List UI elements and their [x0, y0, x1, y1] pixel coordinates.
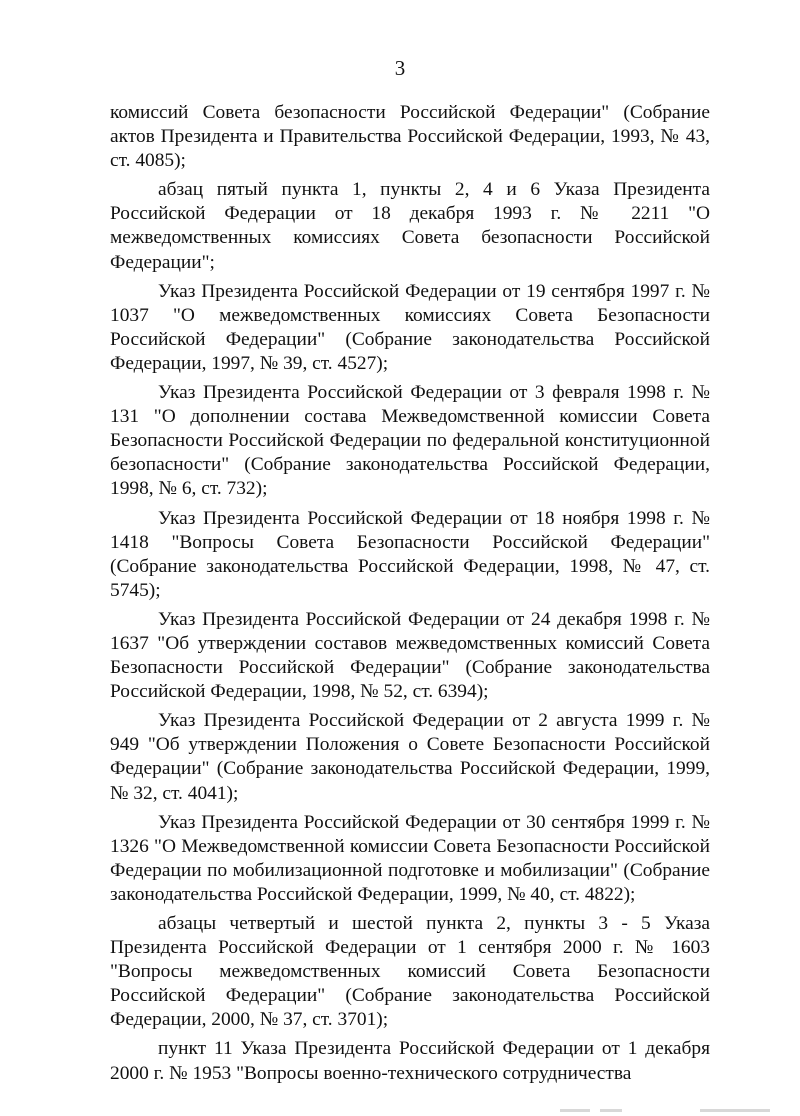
paragraph: Указ Президента Российской Федерации от 19 сентября 1997 г. № 1037 "О межведомственных комиссиях Совета Безопасности Российской Федерации" (Собрание законодательства Российской Федерации, 1997, № 39, ст. 4527); — [110, 280, 710, 374]
page-number: 3 — [394, 56, 406, 80]
document-body — [110, 101, 710, 1091]
paragraph: Указ Президента Российской Федерации от 3 февраля 1998 г. № 131 "О дополнении состава Межведомственной комиссии Совета Безопасности Российской Федерации по федеральной конституционной безопасности" (Собрание законодательства Российской Федерации, 1998, № 6, ст. 732); — [110, 382, 710, 500]
paragraph: Указ Президента Российской Федерации от 18 ноября 1998 г. № 1418 "Вопросы Совета Безопасности Российской Федерации" (Собрание законодательства Российской Федерации, 1998, № 47, ст. 5745); — [110, 507, 710, 601]
paragraph: Указ Президента Российской Федерации от 30 сентября 1999 г. № 1326 "О Межведомственной комиссии Совета Безопасности Российской Федерации по мобилизационной подготовке и мобилизации" (Собрание законодательства Российской Федерации, 1999, № 40, ст. 4822); — [110, 811, 710, 905]
paragraph: абзацы четвертый и шестой пункта 2, пункты 3 - 5 Указа Президента Российской Федерации от 1 сентября 2000 г. № 1603 "Вопросы межведомственных комиссий Совета Безопасности Российской Федерации" (Собрание законодательства Российской Федерации, 2000, № 37, ст. 3701); — [110, 913, 710, 1031]
paragraph: комиссий Совета безопасности Российской Федерации" (Собрание актов Президента и Правительства Российской Федерации, 1993, № 43, ст. 4085); — [110, 102, 710, 172]
paragraph: Указ Президента Российской Федерации от 24 декабря 1998 г. № 1637 "Об утверждении составов межведомственных комиссий Совета Безопасности Российской Федерации" (Собрание законодательства Российской Федерации, 1998, № 52, ст. 6394); — [110, 608, 710, 703]
scan-artifact — [560, 1109, 590, 1112]
scan-artifact — [700, 1109, 770, 1112]
paragraph: пункт 11 Указа Президента Российской Федерации от 1 декабря 2000 г. № 1953 "Вопросы военно-технического сотрудничества — [110, 1038, 710, 1084]
paragraph: абзац пятый пункта 1, пункты 2, 4 и 6 Указа Президента Российской Федерации от 18 декабря 1993 г. № 2211 "О межведомственных комиссиях Совета безопасности Российской Федерации"; — [110, 179, 710, 273]
paragraph: Указ Президента Российской Федерации от 2 августа 1999 г. № 949 "Об утверждении Положения о Совете Безопасности Российской Федерации" (Собрание законодательства Российской Федерации, 1999, № 32, ст. 4041); — [110, 710, 710, 804]
scan-artifact — [600, 1109, 622, 1112]
